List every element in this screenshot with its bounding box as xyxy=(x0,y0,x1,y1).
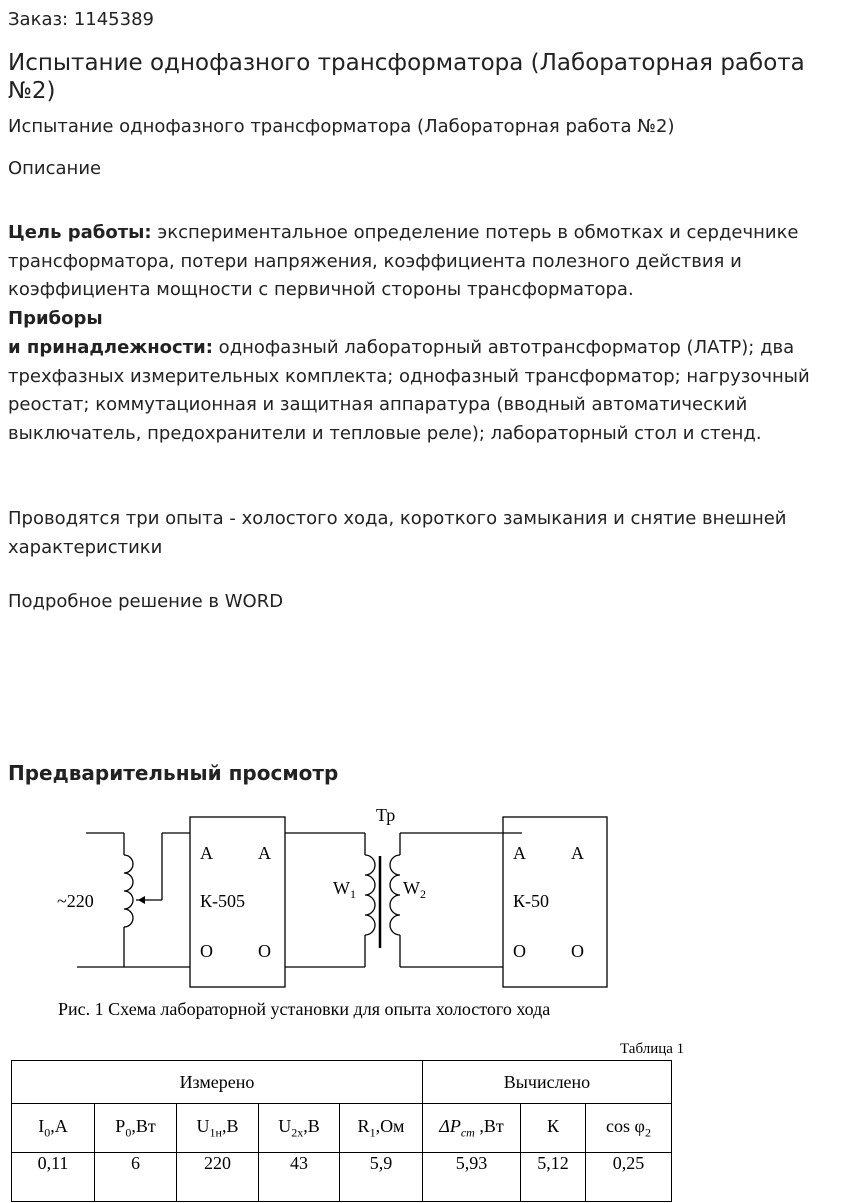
results-table xyxy=(11,1060,672,1202)
table-header-cell: $U_{1н},В$ xyxy=(177,1104,259,1153)
w1-sub: 1 xyxy=(350,887,356,901)
table-header-cell: $\cos \varphi_2$ xyxy=(586,1104,672,1153)
experiments-text: Проводятся три опыта - холостого хода, короткого замыкания и снятие внешней характеристики xyxy=(8,508,787,558)
description-body xyxy=(8,219,843,449)
table-cell: 5,93 xyxy=(423,1153,521,1202)
table-header-row xyxy=(12,1104,672,1153)
goal-label: Цель работы: xyxy=(8,222,152,243)
page-subtitle: Испытание однофазного трансформатора (Лабораторная работа №2) xyxy=(8,116,675,137)
table-header-cell: $R_1,Ом$ xyxy=(340,1104,423,1153)
table-cell: 220 xyxy=(177,1153,259,1202)
preview-image xyxy=(0,796,847,1203)
group-measured: Измерено xyxy=(12,1061,423,1104)
table-cell: 6 xyxy=(95,1153,177,1202)
description-heading: Описание xyxy=(8,158,102,179)
w2-label: W xyxy=(403,878,420,898)
left-a2: A xyxy=(258,843,271,863)
svg-text:W2 xyxy=(403,878,426,901)
left-a1: A xyxy=(200,843,213,863)
table-header-cell: $P_0,Вт$ xyxy=(95,1104,177,1153)
source-label: ~220 xyxy=(57,891,94,911)
secondary-winding xyxy=(390,855,400,935)
primary-winding xyxy=(365,855,375,935)
right-meter-name: К-50 xyxy=(513,891,549,911)
left-o1: O xyxy=(200,941,213,961)
devices-text: однофазный лабораторный автотрансформатор (ЛАТР); два трехфазных измерительных комплекта; однофазный трансформатор; нагрузочный реостат; коммутационная и защитная аппаратура (вводный автоматический выключатель, предохранители и тепловые реле); лабораторный стол и стенд. xyxy=(8,336,810,444)
left-meter-name: К-505 xyxy=(200,891,245,911)
order-number: Заказ: 1145389 xyxy=(8,9,154,30)
table-cell: 0,25 xyxy=(586,1153,672,1202)
right-o2: O xyxy=(571,941,584,961)
left-o2: O xyxy=(258,941,271,961)
right-a2: A xyxy=(571,843,584,863)
transformer-label: Тр xyxy=(376,805,396,825)
table-header-cell: $\Delta P_{ст}$ ,Вт xyxy=(423,1104,521,1153)
preview-heading: Предварительный просмотр xyxy=(8,761,339,785)
w1-label: W xyxy=(333,878,350,898)
table-cell: 5,9 xyxy=(340,1153,423,1202)
circuit-diagram xyxy=(0,796,847,996)
goal-text: экспериментальное определение потерь в обмотках и сердечнике трансформатора, потери напряжения, коэффициента полезного действия и коэффициента мощности с первичной стороны трансформатора. xyxy=(8,222,799,301)
table-row xyxy=(12,1153,672,1202)
group-calculated: Вычислено xyxy=(423,1061,672,1104)
devices-label-1: Приборы xyxy=(8,308,103,330)
table-header-cell: $I_0,А$ xyxy=(12,1104,95,1153)
solution-text: Подробное решение в WORD xyxy=(8,591,284,612)
page-title: Испытание однофазного трансформатора (Лабораторная работа №2) xyxy=(8,50,805,104)
devices-label-2: и принадлежности: xyxy=(8,336,213,358)
w2-sub: 2 xyxy=(420,887,426,901)
figure-caption: Рис. 1 Схема лабораторной установки для опыта холостого хода xyxy=(58,999,551,1019)
table-cell: 43 xyxy=(259,1153,340,1202)
table-header-cell: К xyxy=(521,1104,586,1153)
table-label: Таблица 1 xyxy=(620,1041,685,1057)
table-header-cell: $U_{2х},В$ xyxy=(259,1104,340,1153)
right-o1: O xyxy=(513,941,526,961)
autotransformer-coil xyxy=(124,855,133,927)
right-a1: A xyxy=(513,843,526,863)
table-cell: 0,11 xyxy=(12,1153,95,1202)
table-cell: 5,12 xyxy=(521,1153,586,1202)
svg-text:W1 xyxy=(333,878,356,901)
